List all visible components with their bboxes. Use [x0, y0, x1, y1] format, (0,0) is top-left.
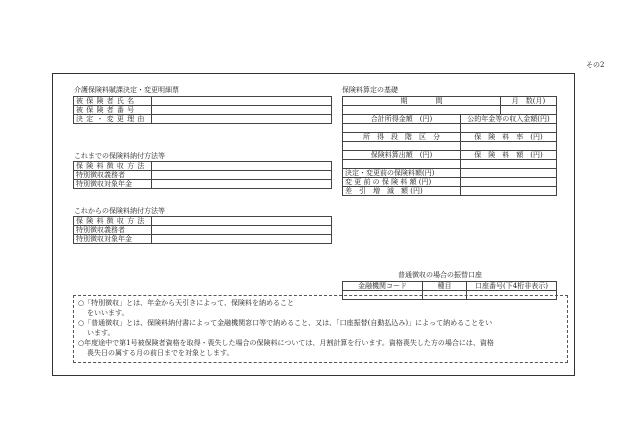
section-title-assessment: 介護保険料賦課決定・変更明細票: [74, 86, 179, 94]
section-title-bank: 普通徴収の場合の振替口座: [398, 271, 482, 279]
previous-payment-table: [73, 161, 332, 189]
difference-label: 差 引 増 減 額 (円): [343, 187, 461, 196]
table-row: [343, 160, 557, 169]
calc-header: 保険料算出額 (円): [343, 151, 461, 160]
prev-obligor-label: 特別徴収義務者: [74, 171, 152, 180]
account-type-header: 種目: [423, 282, 467, 291]
assessment-table: [73, 96, 332, 124]
prev-method-value: [152, 162, 332, 171]
note-text: 年度途中で第1号被保険者資格を取得・喪失した場合の保険料については、月割計算を行います。資格喪失した方の場合には、資格: [84, 339, 494, 347]
change-before-decision-label: 決定・変更前の保険料額(円): [343, 169, 461, 178]
table-row: [74, 115, 332, 124]
table-row: [343, 142, 557, 151]
period-value: [343, 106, 501, 115]
note-bullet: ○: [78, 319, 85, 327]
income-value: [343, 124, 461, 133]
pension-header: 公的年金等の収入金額(円): [461, 115, 557, 124]
rate-value: [461, 142, 557, 151]
calc-value: [343, 160, 461, 169]
section-title-basis: 保険料算定の基礎: [342, 86, 398, 94]
table-row: [343, 178, 557, 187]
table-row: [74, 106, 332, 115]
reason-value: [152, 115, 332, 124]
section-title-previous-payment: これまでの保険料納付方法等: [74, 152, 165, 160]
table-row: [343, 106, 557, 115]
table-row: [74, 180, 332, 189]
table-row: [74, 162, 332, 171]
table-row: [343, 187, 557, 196]
note-text-continued: います。: [87, 329, 115, 337]
notes-box: [73, 295, 568, 363]
period-header: 期 間: [343, 97, 501, 106]
insured-name-value: [152, 97, 332, 106]
reason-label: 決 定 ・ 変 更 理 由: [74, 115, 152, 124]
prev-pension-value: [152, 180, 332, 189]
stage-value: [343, 142, 461, 151]
future-payment-table: [73, 216, 332, 244]
insured-number-value: [152, 106, 332, 115]
table-row: [343, 124, 557, 133]
difference-value: [461, 187, 557, 196]
rate-header: 保 険 料 率 (円): [461, 133, 557, 142]
note-text-continued: 喪失日の属する月の前日までを対象とします。: [87, 349, 234, 357]
next-obligor-label: 特別徴収義務者: [74, 226, 152, 235]
stage-header: 所 得 段 階 区 分: [343, 133, 461, 142]
insured-name-label: 被 保 険 者 氏 名: [74, 97, 152, 106]
months-value: [501, 106, 557, 115]
next-pension-label: 特別徴収対象年金: [74, 235, 152, 244]
table-row: [74, 235, 332, 244]
next-method-label: 保 険 料 徴 収 方 法: [74, 217, 152, 226]
page-number: その2: [586, 61, 605, 69]
basis-table: [342, 96, 557, 196]
note-item: [78, 318, 563, 338]
amount-header: 保 険 料 額 (円): [461, 151, 557, 160]
income-header: 合計所得金額 (円): [343, 115, 461, 124]
months-header: 月 数(月): [501, 97, 557, 106]
previous-amount-label: 変 更 前 の 保 険 料 額 (円): [343, 178, 461, 187]
table-row: [343, 97, 557, 106]
next-pension-value: [152, 235, 332, 244]
table-row: [343, 169, 557, 178]
next-method-value: [152, 217, 332, 226]
account-number-header: 口座番号(下4桁非表示): [467, 282, 557, 291]
section-title-future-payment: これからの保険料納付方法等: [74, 207, 165, 215]
note-bullet: ○: [78, 299, 85, 307]
bank-code-header: 金融機関コード: [343, 282, 423, 291]
table-row: [343, 133, 557, 142]
amount-value: [461, 160, 557, 169]
table-row: [74, 171, 332, 180]
note-item: [78, 298, 563, 318]
table-row: [343, 115, 557, 124]
note-bullet: ○: [78, 339, 85, 347]
change-before-decision-value: [461, 169, 557, 178]
table-row: [74, 97, 332, 106]
table-row: [343, 151, 557, 160]
table-row: [74, 217, 332, 226]
note-text: 「普通徴収」とは、保険料納付書によって金融機関窓口等で納めること、又は、「口座振替(自動払込み)」によって納めることをい: [84, 319, 493, 327]
next-obligor-value: [152, 226, 332, 235]
prev-obligor-value: [152, 171, 332, 180]
table-row: [343, 282, 557, 291]
table-row: [74, 226, 332, 235]
pension-value: [461, 124, 557, 133]
previous-amount-value: [461, 178, 557, 187]
note-text: 「特別徴収」とは、年金から天引きによって、保険料を納めること: [84, 299, 294, 307]
note-item: [78, 338, 563, 358]
prev-pension-label: 特別徴収対象年金: [74, 180, 152, 189]
prev-method-label: 保 険 料 徴 収 方 法: [74, 162, 152, 171]
note-text-continued: をいいます。: [87, 309, 129, 317]
insured-number-label: 被 保 険 者 番 号: [74, 106, 152, 115]
